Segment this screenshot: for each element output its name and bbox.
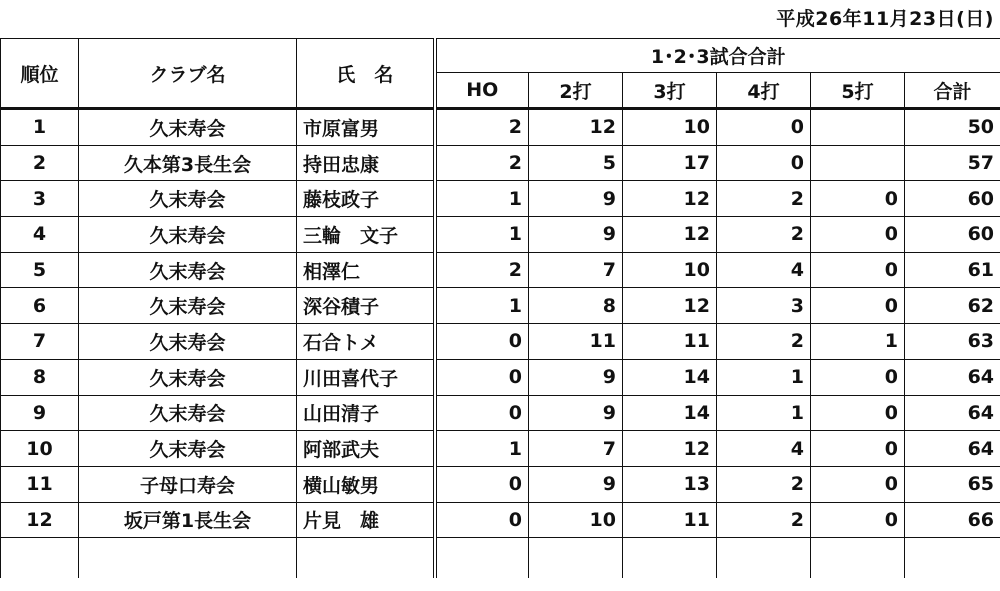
empty-cell	[623, 538, 717, 579]
score-2da-cell: 10	[529, 502, 623, 538]
total-cell: 64	[905, 359, 1000, 395]
total-cell: 63	[905, 324, 1000, 360]
score-3da-cell: 12	[623, 288, 717, 324]
club-cell: 久末寿会	[79, 181, 297, 217]
ho-cell: 1	[435, 431, 529, 467]
header-rank: 順位	[1, 39, 79, 109]
club-cell: 久末寿会	[79, 431, 297, 467]
table-row	[1, 217, 1000, 253]
name-cell: 相澤仁	[297, 252, 435, 288]
score-5da-cell: 0	[811, 359, 905, 395]
score-4da-cell: 2	[717, 466, 811, 502]
score-3da-cell: 13	[623, 466, 717, 502]
header-total: 合計	[905, 73, 1000, 109]
rank-cell: 10	[1, 431, 79, 467]
score-4da-cell: 0	[717, 145, 811, 181]
rank-cell: 7	[1, 324, 79, 360]
ho-cell: 2	[435, 145, 529, 181]
name-cell: 深谷積子	[297, 288, 435, 324]
rank-cell: 9	[1, 395, 79, 431]
name-cell: 山田清子	[297, 395, 435, 431]
table-row	[1, 502, 1000, 538]
table-row	[1, 181, 1000, 217]
total-cell: 66	[905, 502, 1000, 538]
empty-cell	[435, 538, 529, 579]
score-4da-cell: 0	[717, 109, 811, 146]
club-cell: 久末寿会	[79, 359, 297, 395]
header-5da: 5打	[811, 73, 905, 109]
score-5da-cell: 0	[811, 395, 905, 431]
score-4da-cell: 2	[717, 181, 811, 217]
score-5da-cell: 0	[811, 181, 905, 217]
name-cell: 市原富男	[297, 109, 435, 146]
score-2da-cell: 9	[529, 466, 623, 502]
empty-row	[1, 538, 1000, 579]
date-label: 平成26年11月23日(日)	[776, 8, 994, 30]
empty-cell	[529, 538, 623, 579]
table-row	[1, 145, 1000, 181]
ho-cell: 0	[435, 359, 529, 395]
total-cell: 60	[905, 181, 1000, 217]
score-2da-cell: 9	[529, 181, 623, 217]
table-row	[1, 288, 1000, 324]
table-row	[1, 466, 1000, 502]
rank-cell: 11	[1, 466, 79, 502]
club-cell: 久末寿会	[79, 109, 297, 146]
ho-cell: 1	[435, 217, 529, 253]
club-cell: 久末寿会	[79, 217, 297, 253]
name-cell: 川田喜代子	[297, 359, 435, 395]
ho-cell: 0	[435, 502, 529, 538]
score-2da-cell: 11	[529, 324, 623, 360]
score-3da-cell: 14	[623, 359, 717, 395]
name-cell: 藤枝政子	[297, 181, 435, 217]
score-2da-cell: 5	[529, 145, 623, 181]
header-name: 氏 名	[297, 39, 435, 109]
score-3da-cell: 11	[623, 324, 717, 360]
ho-cell: 1	[435, 288, 529, 324]
score-5da-cell: 0	[811, 431, 905, 467]
total-cell: 57	[905, 145, 1000, 181]
club-cell: 久末寿会	[79, 395, 297, 431]
score-3da-cell: 14	[623, 395, 717, 431]
total-cell: 61	[905, 252, 1000, 288]
table-row	[1, 395, 1000, 431]
club-cell: 子母口寿会	[79, 466, 297, 502]
total-cell: 60	[905, 217, 1000, 253]
header-2da: 2打	[529, 73, 623, 109]
score-4da-cell: 2	[717, 324, 811, 360]
empty-cell	[1, 538, 79, 579]
ho-cell: 1	[435, 181, 529, 217]
score-2da-cell: 8	[529, 288, 623, 324]
empty-cell	[811, 538, 905, 579]
rank-cell: 6	[1, 288, 79, 324]
score-4da-cell: 3	[717, 288, 811, 324]
name-cell: 持田忠康	[297, 145, 435, 181]
score-5da-cell: 0	[811, 502, 905, 538]
score-2da-cell: 12	[529, 109, 623, 146]
score-4da-cell: 1	[717, 395, 811, 431]
club-cell: 久本第3長生会	[79, 145, 297, 181]
name-cell: 横山敏男	[297, 466, 435, 502]
score-5da-cell: 0	[811, 466, 905, 502]
table-row	[1, 359, 1000, 395]
empty-cell	[79, 538, 297, 579]
ho-cell: 0	[435, 466, 529, 502]
club-cell: 坂戸第1長生会	[79, 502, 297, 538]
score-4da-cell: 1	[717, 359, 811, 395]
rank-cell: 12	[1, 502, 79, 538]
ho-cell: 0	[435, 395, 529, 431]
ho-cell: 0	[435, 324, 529, 360]
score-3da-cell: 12	[623, 431, 717, 467]
name-cell: 石合トメ	[297, 324, 435, 360]
table-row	[1, 252, 1000, 288]
empty-cell	[297, 538, 435, 579]
score-5da-cell	[811, 109, 905, 146]
score-5da-cell: 0	[811, 217, 905, 253]
score-2da-cell: 9	[529, 395, 623, 431]
score-4da-cell: 4	[717, 252, 811, 288]
table-row	[1, 109, 1000, 146]
score-2da-cell: 9	[529, 217, 623, 253]
total-cell: 62	[905, 288, 1000, 324]
rank-cell: 8	[1, 359, 79, 395]
ho-cell: 2	[435, 252, 529, 288]
club-cell: 久末寿会	[79, 324, 297, 360]
score-3da-cell: 11	[623, 502, 717, 538]
table-row	[1, 324, 1000, 360]
ho-cell: 2	[435, 109, 529, 146]
name-cell: 阿部武夫	[297, 431, 435, 467]
name-cell: 片見 雄	[297, 502, 435, 538]
empty-cell	[717, 538, 811, 579]
empty-cell	[905, 538, 1000, 579]
header-group: 1･2･3試合合計	[435, 39, 1000, 73]
header-club: クラブ名	[79, 39, 297, 109]
total-cell: 50	[905, 109, 1000, 146]
score-5da-cell: 1	[811, 324, 905, 360]
total-cell: 65	[905, 466, 1000, 502]
score-2da-cell: 7	[529, 431, 623, 467]
rank-cell: 2	[1, 145, 79, 181]
club-cell: 久末寿会	[79, 288, 297, 324]
score-5da-cell	[811, 145, 905, 181]
rank-cell: 3	[1, 181, 79, 217]
score-3da-cell: 12	[623, 181, 717, 217]
score-2da-cell: 7	[529, 252, 623, 288]
score-5da-cell: 0	[811, 288, 905, 324]
rank-cell: 4	[1, 217, 79, 253]
score-4da-cell: 2	[717, 217, 811, 253]
table-body	[1, 109, 1000, 579]
score-3da-cell: 10	[623, 109, 717, 146]
score-4da-cell: 4	[717, 431, 811, 467]
rank-cell: 1	[1, 109, 79, 146]
score-3da-cell: 10	[623, 252, 717, 288]
name-cell: 三輪 文子	[297, 217, 435, 253]
score-5da-cell: 0	[811, 252, 905, 288]
score-4da-cell: 2	[717, 502, 811, 538]
header-4da: 4打	[717, 73, 811, 109]
table-row	[1, 431, 1000, 467]
rank-cell: 5	[1, 252, 79, 288]
total-cell: 64	[905, 431, 1000, 467]
score-3da-cell: 12	[623, 217, 717, 253]
score-3da-cell: 17	[623, 145, 717, 181]
header-3da: 3打	[623, 73, 717, 109]
club-cell: 久末寿会	[79, 252, 297, 288]
total-cell: 64	[905, 395, 1000, 431]
score-2da-cell: 9	[529, 359, 623, 395]
results-table	[0, 38, 1000, 578]
header-ho: HO	[435, 73, 529, 109]
